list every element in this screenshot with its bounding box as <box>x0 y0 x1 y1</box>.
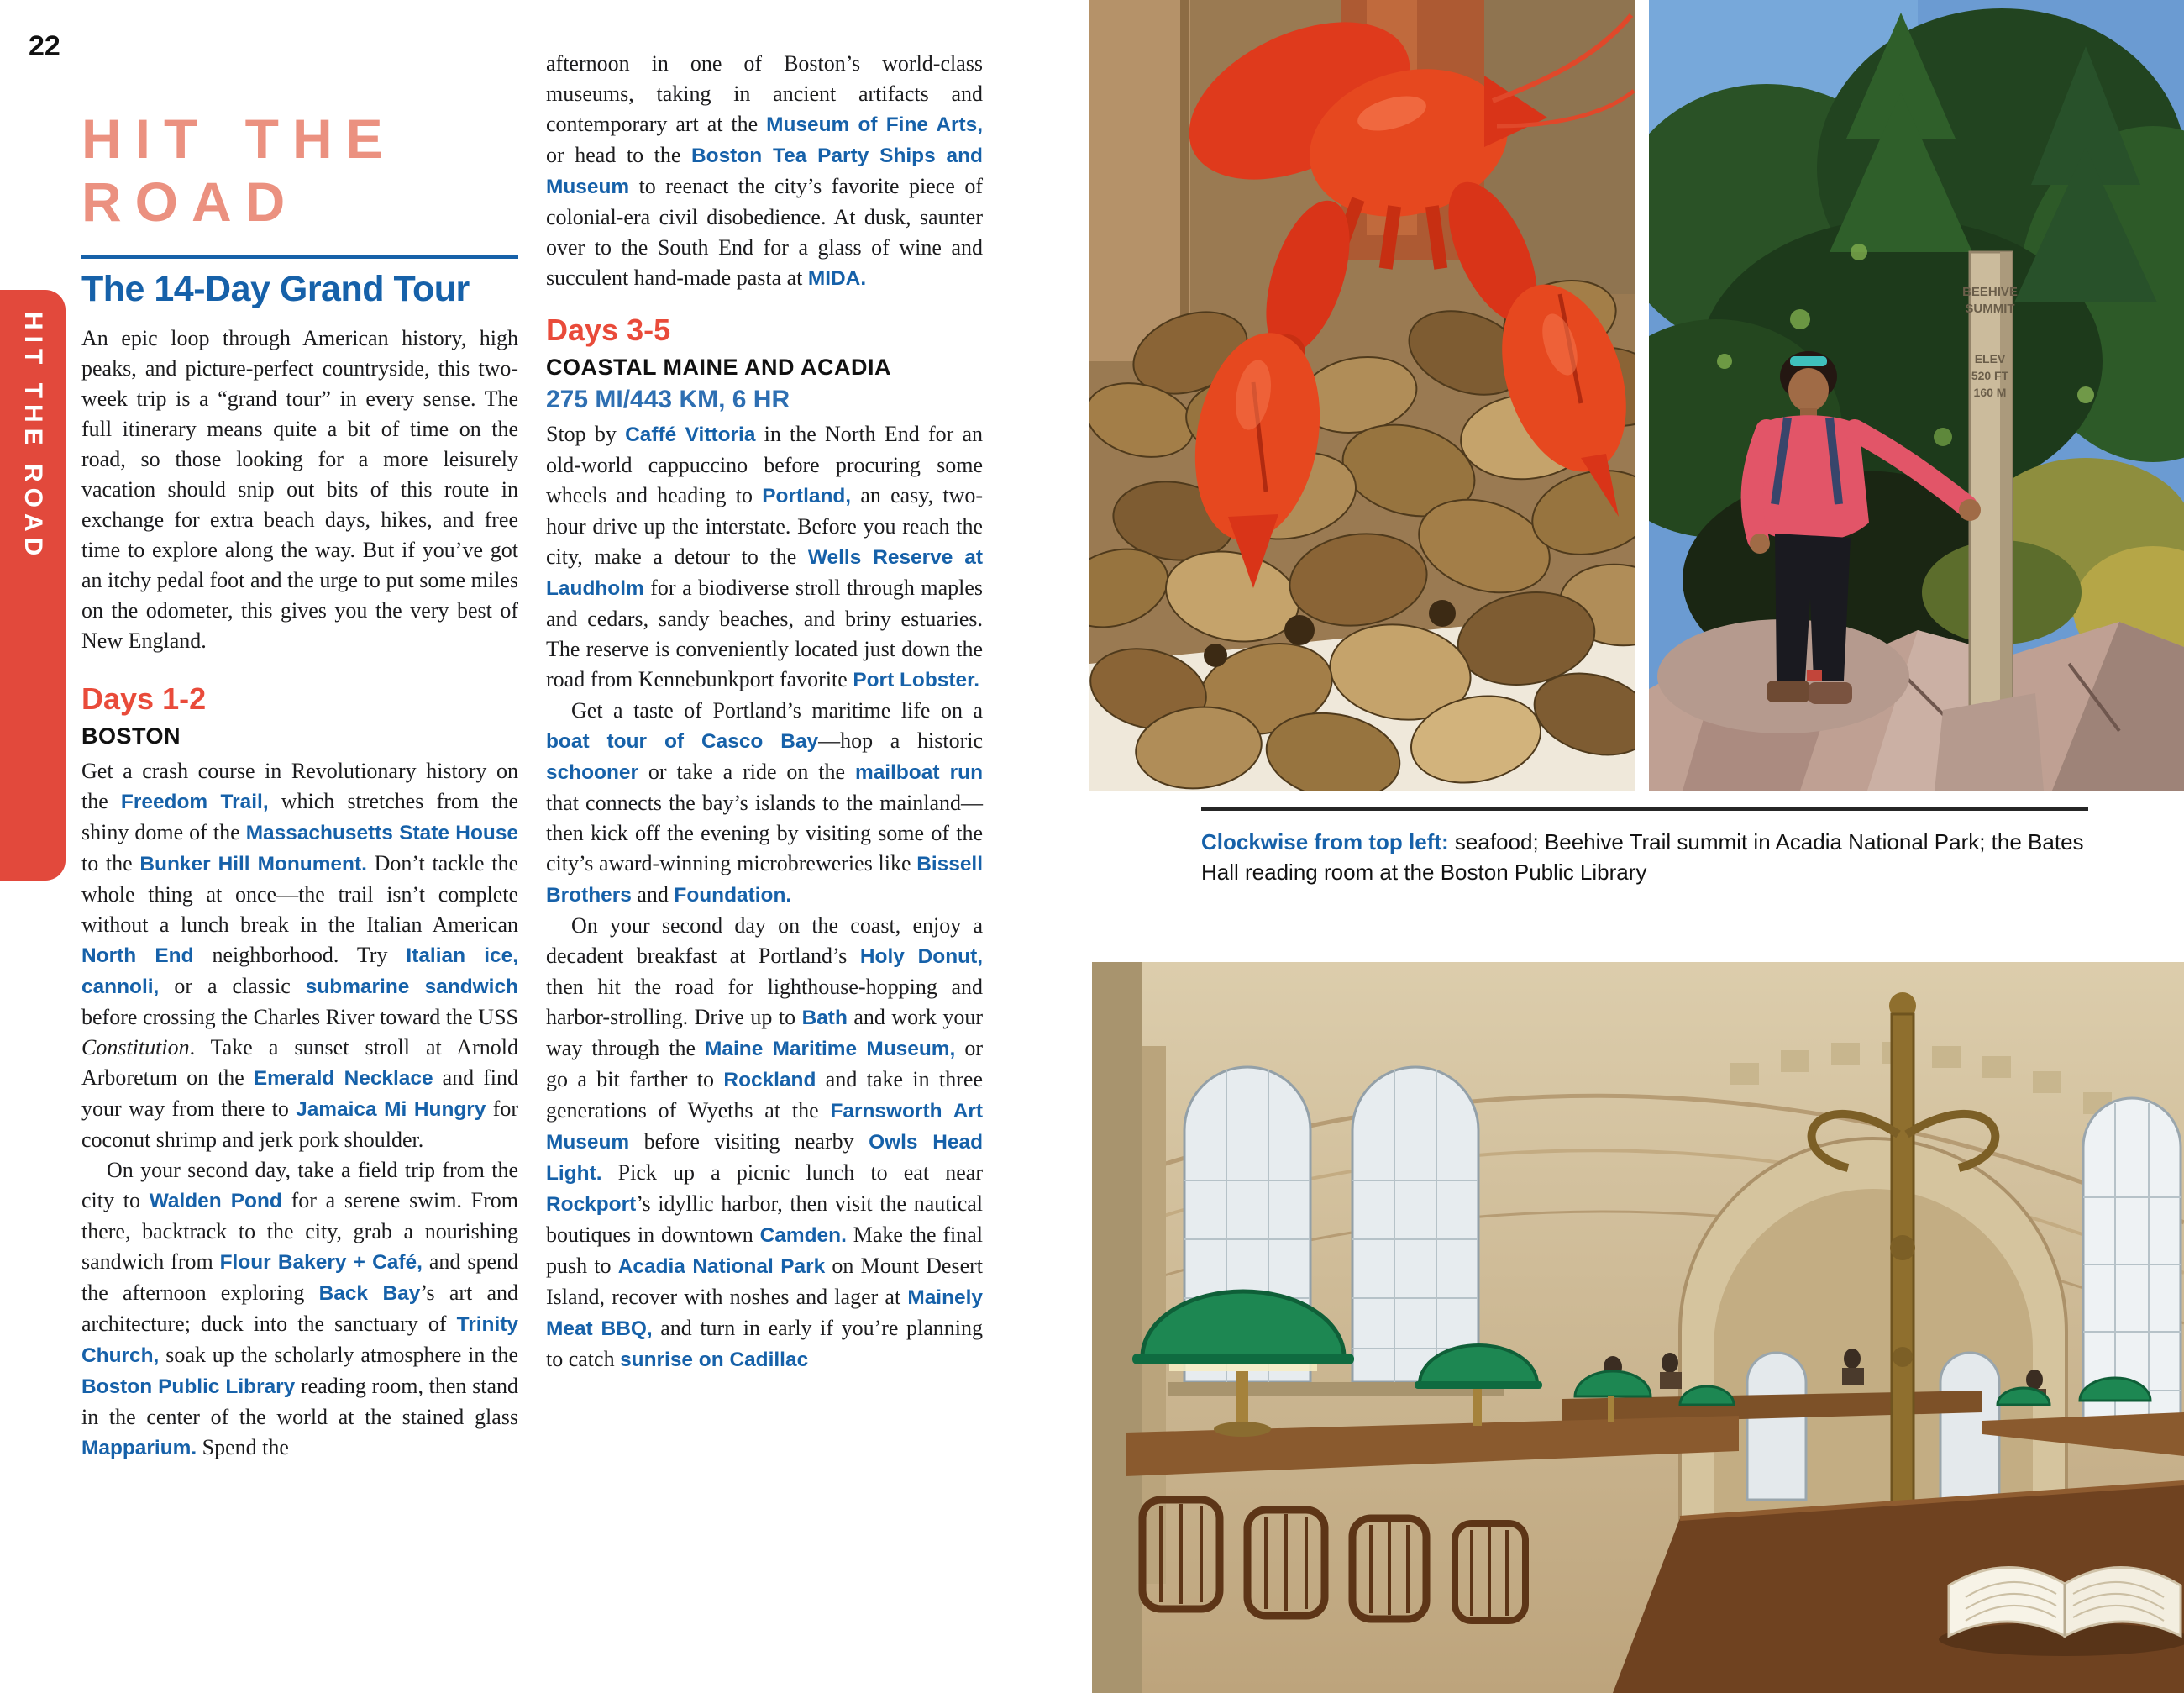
hiker-illustration <box>1649 0 2184 791</box>
text-run: Make the final push to <box>546 1222 984 1278</box>
text-run: and work your way through the <box>546 1005 983 1060</box>
page-number: 22 <box>29 30 60 62</box>
chapter-title: HIT THE ROAD <box>81 108 396 233</box>
text-run: and take in three generations of Wyeths at the <box>546 1067 983 1123</box>
poi-link: North End <box>81 944 194 967</box>
open-book <box>1939 1567 2184 1656</box>
text-run: for a biodiverse stroll through maples and cedars, sandy beaches, and briny estuaries. The reserve is conveniently located just down the road from Kennebunkport favorite <box>546 576 983 691</box>
text-run: in the North End for an old-world cappuccino before procuring some wheels and heading to <box>546 422 984 507</box>
days-3-5-heading: Days 3-5 <box>546 313 671 347</box>
text-run: for a serene swim. From there, backtrack to the city, grab a nourishing sandwich from <box>81 1188 519 1274</box>
poi-link: Back Bay <box>318 1282 421 1305</box>
photo-hiker <box>1649 0 2184 791</box>
text-run: ’s idyllic harbor, then visit the nautical boutiques in downtown <box>546 1191 983 1247</box>
text-run: and turn in early if you’re planning to catch <box>546 1316 983 1371</box>
poi-link: Museum of Fine Arts, <box>766 113 983 136</box>
text-run: ’s art and architecture; duck into the sanctuary of <box>81 1280 519 1336</box>
text-run: and spend the afternoon exploring <box>81 1249 518 1305</box>
poi-link: Maine Maritime Museum, <box>705 1038 956 1060</box>
maine-paragraph-3 <box>546 911 983 1375</box>
poi-link: MIDA. <box>807 267 867 290</box>
text-run: . Take a sunset stroll at Arnold Arboretum on the <box>81 1035 518 1090</box>
text-run: afternoon in one of Boston’s world-class museums, taking in ancient artifacts and contemporary art at the <box>546 51 983 136</box>
text-run: On your second day on the coast, enjoy a decadent breakfast at Portland’s <box>546 913 983 968</box>
sign-line-1: BEEHIVE <box>1962 285 2018 299</box>
poi-link: Wells Reserve at Laudholm <box>546 546 983 600</box>
poi-link: Rockland <box>723 1069 816 1091</box>
granite-rocks <box>1649 619 2184 791</box>
poi-link: Boston Tea Party Ships and Museum <box>546 145 983 198</box>
text-run: seafood; Beehive Trail summit in Acadia National Park; the Bates Hall reading room at the Boston Public Library <box>1201 829 2084 885</box>
maine-paragraph-2 <box>546 696 983 911</box>
poi-link: Italian ice, cannoli, <box>81 944 519 998</box>
library-illustration <box>1092 962 2184 1693</box>
poi-link: Caffé Vittoria <box>625 423 756 446</box>
photo-caption <box>1201 827 2092 887</box>
text-run: neighborhood. Try <box>193 943 407 967</box>
poi-link: Emerald Necklace <box>253 1067 433 1090</box>
summit-sign-post <box>1962 252 2018 723</box>
caption-rule <box>1201 807 2088 811</box>
poi-link: Camden. <box>759 1224 847 1247</box>
text-run: which stretches from the shiny dome of the <box>81 789 518 844</box>
text-column-2 <box>546 49 983 1375</box>
coastal-maine-subheading: COASTAL MAINE AND ACADIA <box>546 355 891 380</box>
poi-link: submarine sandwich <box>305 975 518 998</box>
poi-link: Bath <box>801 1007 848 1029</box>
text-run: an easy, two-hour drive up the interstate. Before you reach the city, make a detour to the <box>546 483 983 569</box>
text-run: Pick up a picnic lunch to eat near <box>601 1160 983 1185</box>
intro-paragraph: An epic loop through American history, high peaks, and picture-perfect countryside, this two-week trip is a “grand tour” in every sense. The full itinerary means quite a bit of time on the road, so those looking for a more leisurely vacation should snip out bits of this route in exchange for extra beach days, hikes, and free time to explore along the way. But if you’ve got an itchy pedal foot and the urge to put some miles on the odometer, this gives you the very best of New England. <box>81 326 518 653</box>
poi-link: Mapparium. <box>81 1437 197 1459</box>
text-run: and <box>631 882 675 907</box>
poi-link: Owls Head Light. <box>546 1131 983 1185</box>
boston-paragraph-1 <box>81 756 518 1155</box>
poi-link: Farnsworth Art Museum <box>546 1100 983 1154</box>
boston-paragraph-2 <box>81 1155 518 1464</box>
text-column-1 <box>81 108 518 1464</box>
text-run: before visiting nearby <box>629 1129 869 1154</box>
poi-link: Bissell Brothers <box>546 853 983 907</box>
text-run: to the <box>81 851 140 875</box>
sign-line-2: SUMMIT <box>1965 302 2015 316</box>
text-run: or head to the <box>546 143 691 167</box>
text-run: and find your way from there to <box>81 1065 519 1121</box>
text-run: before crossing the Charles River toward the USS <box>81 1005 518 1029</box>
route-distance: 275 MI/443 KM, 6 HR <box>546 386 790 413</box>
photo-library <box>1092 962 2184 1693</box>
text-run: Spend the <box>197 1435 289 1459</box>
maine-paragraph-1 <box>546 419 983 696</box>
photo-seafood <box>1089 0 1635 791</box>
side-tab-label: HIT THE ROAD <box>19 312 47 562</box>
boston-subheading: BOSTON <box>81 723 181 749</box>
chapter-side-tab <box>0 290 66 881</box>
text-run: soak up the scholarly atmosphere in the <box>159 1343 518 1367</box>
poi-link: Holy Donut, <box>859 945 983 968</box>
section-divider-rule <box>81 255 518 259</box>
poi-link: Massachusetts State House <box>245 822 518 844</box>
poi-link: Bunker Hill Monument. <box>139 853 367 875</box>
poi-link: Portland, <box>762 485 852 507</box>
sign-line-5: 160 M <box>1973 386 2007 399</box>
section-title: The 14-Day Grand Tour <box>81 269 470 309</box>
poi-link: Foundation. <box>674 884 792 907</box>
text-run: —hop a historic <box>818 728 983 753</box>
text-run: for coconut shrimp and jerk pork shoulder. <box>81 1096 519 1152</box>
caption-lead: Clockwise from top left: <box>1201 829 1455 854</box>
text-run: or go a bit farther to <box>546 1036 983 1091</box>
text-run: then hit the road for lighthouse-hopping and harbor-strolling. Drive up to <box>546 975 983 1029</box>
poi-link: Walden Pond <box>149 1190 282 1212</box>
poi-link: Boston Public Library <box>81 1375 296 1398</box>
text-run: Get a crash course in Revolutionary history on the <box>81 759 518 813</box>
text-run: or take a ride on the <box>638 760 855 784</box>
poi-link: Mainely Meat BBQ, <box>546 1286 983 1340</box>
poi-link: Jamaica Mi Hungry <box>296 1098 486 1121</box>
text-run: or a classic <box>159 974 306 998</box>
poi-link: Freedom Trail, <box>120 791 269 813</box>
poi-link: Flour Bakery + Café, <box>219 1251 423 1274</box>
poi-link: schooner <box>546 761 638 784</box>
text-run: reading room, then stand in the center of the world at the stained glass <box>81 1374 518 1429</box>
poi-link: Rockport <box>546 1193 637 1216</box>
text-run: Stop by <box>546 422 626 446</box>
poi-link: boat tour of Casco Bay <box>546 730 819 753</box>
text-run: on Mount Desert Island, recover with noshes and lager at <box>546 1254 984 1309</box>
poi-link: Port Lobster. <box>853 669 980 691</box>
days-1-2-heading: Days 1-2 <box>81 681 207 716</box>
poi-link: mailboat run <box>854 761 984 784</box>
poi-link: Trinity Church, <box>81 1313 518 1367</box>
seafood-illustration <box>1089 0 1635 791</box>
boston-paragraph-continued <box>546 49 983 294</box>
text-run: Get a taste of Portland’s maritime life on a <box>571 698 983 723</box>
text-run: that connects the bay’s islands to the mainland—then kick off the evening by visiting some of the city’s award-winning microbreweries like <box>546 791 983 875</box>
poi-link: sunrise on Cadillac <box>620 1349 809 1371</box>
text-run: Constitution <box>81 1035 190 1059</box>
text-run: Don’t tackle the whole thing at once—the trail isn’t complete without a lunch break in the Italian American <box>81 851 518 937</box>
sign-line-3: ELEV <box>1974 352 2006 365</box>
sign-line-4: 520 FT <box>1971 369 2009 382</box>
text-run: On your second day, take a field trip from the city to <box>81 1158 518 1212</box>
poi-link: Acadia National Park <box>617 1255 826 1278</box>
text-run: to reenact the city’s favorite piece of colonial-era civil disobedience. At dusk, saunter over to the South End for a glass of wine and succulent hand-made pasta at <box>546 174 983 290</box>
